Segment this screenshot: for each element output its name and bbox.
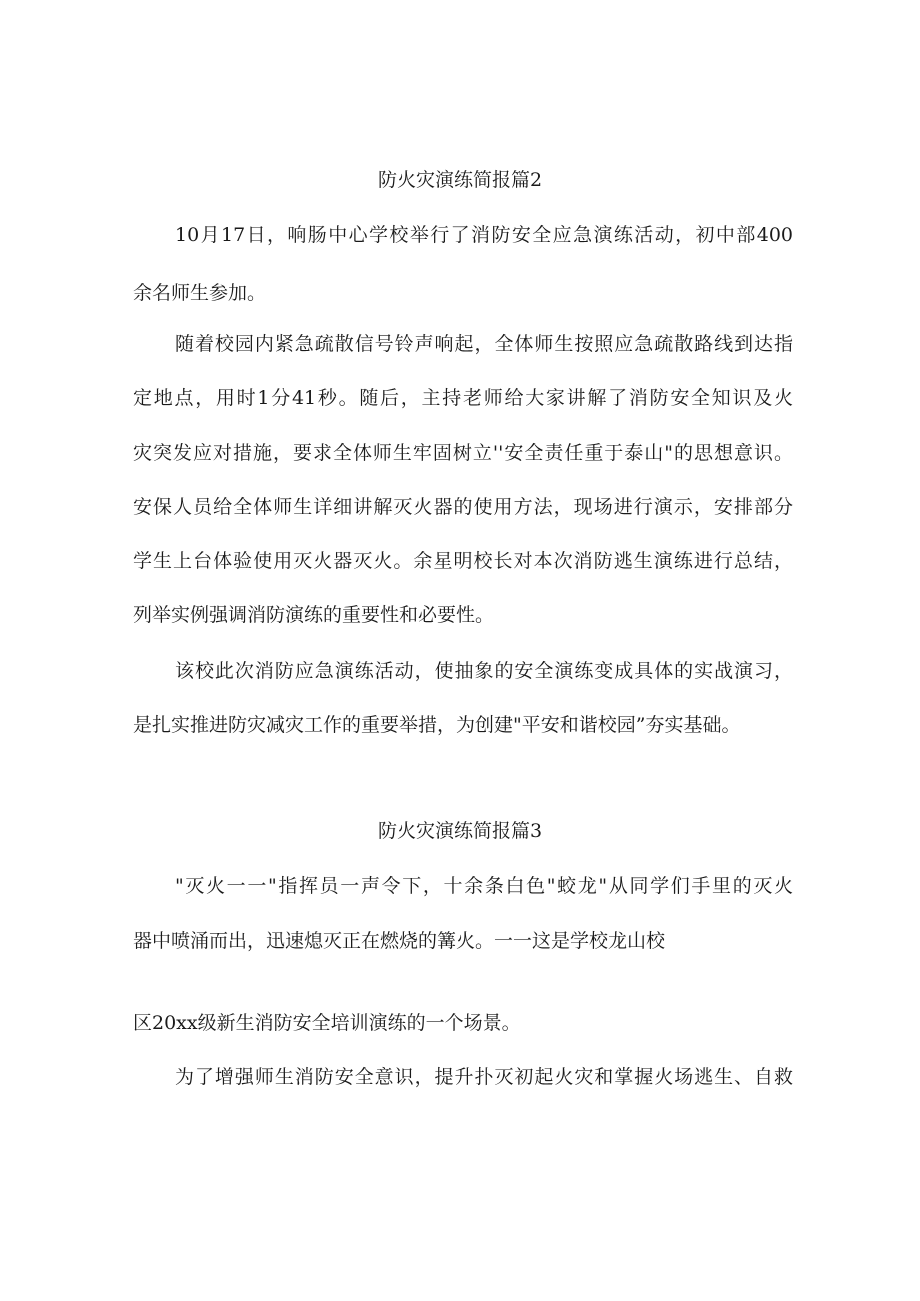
paragraph-line: 定地点，用时1分41秒。随后，主持老师给大家讲解了消防安全知识及火 [133,387,793,409]
paragraph-line: 器中喷涌而出，迅速熄灭正在燃烧的篝火。一一这是学校龙山校 [133,930,666,952]
paragraph-line: "灭火一一"指挥员一声令下，十余条白色"蛟龙"从同学们手里的灭火 [175,875,793,897]
paragraph-line: 10月17日，响肠中心学校举行了消防安全应急演练活动，初中部400 [175,224,793,246]
paragraph-line: 为了增强师生消防安全意识，提升扑灭初起火灾和掌握火场逃生、自救 [175,1066,793,1088]
section-heading: 防火灾演练简报篇2 [377,169,543,191]
paragraph-line: 灾突发应对措施，要求全体师生牢固树立''安全责任重于泰山"的思想意识。 [133,442,793,464]
paragraph-line: 是扎实推进防灾减灾工作的重要举措，为创建"平安和谐校园”夯实基础。 [133,714,741,736]
paragraph-line: 余名师生参加。 [133,282,267,304]
paragraph-line: 列举实例强调消防演练的重要性和必要性。 [133,604,495,626]
paragraph-line: 区20xx级新生消防安全培训演练的一个场景。 [133,1012,521,1034]
section-heading: 防火灾演练简报篇3 [377,820,543,842]
paragraph-line: 安保人员给全体师生详细讲解灭火器的使用方法，现场进行演示，安排部分 [133,496,793,518]
paragraph-line: 学生上台体验使用灭火器灭火。余星明校长对本次消防逃生演练进行总结， [133,550,793,572]
paragraph-line: 随着校园内紧急疏散信号铃声响起，全体师生按照应急疏散路线到达指 [175,333,793,355]
paragraph-line: 该校此次消防应急演练活动，使抽象的安全演练变成具体的实战演习， [175,660,793,682]
